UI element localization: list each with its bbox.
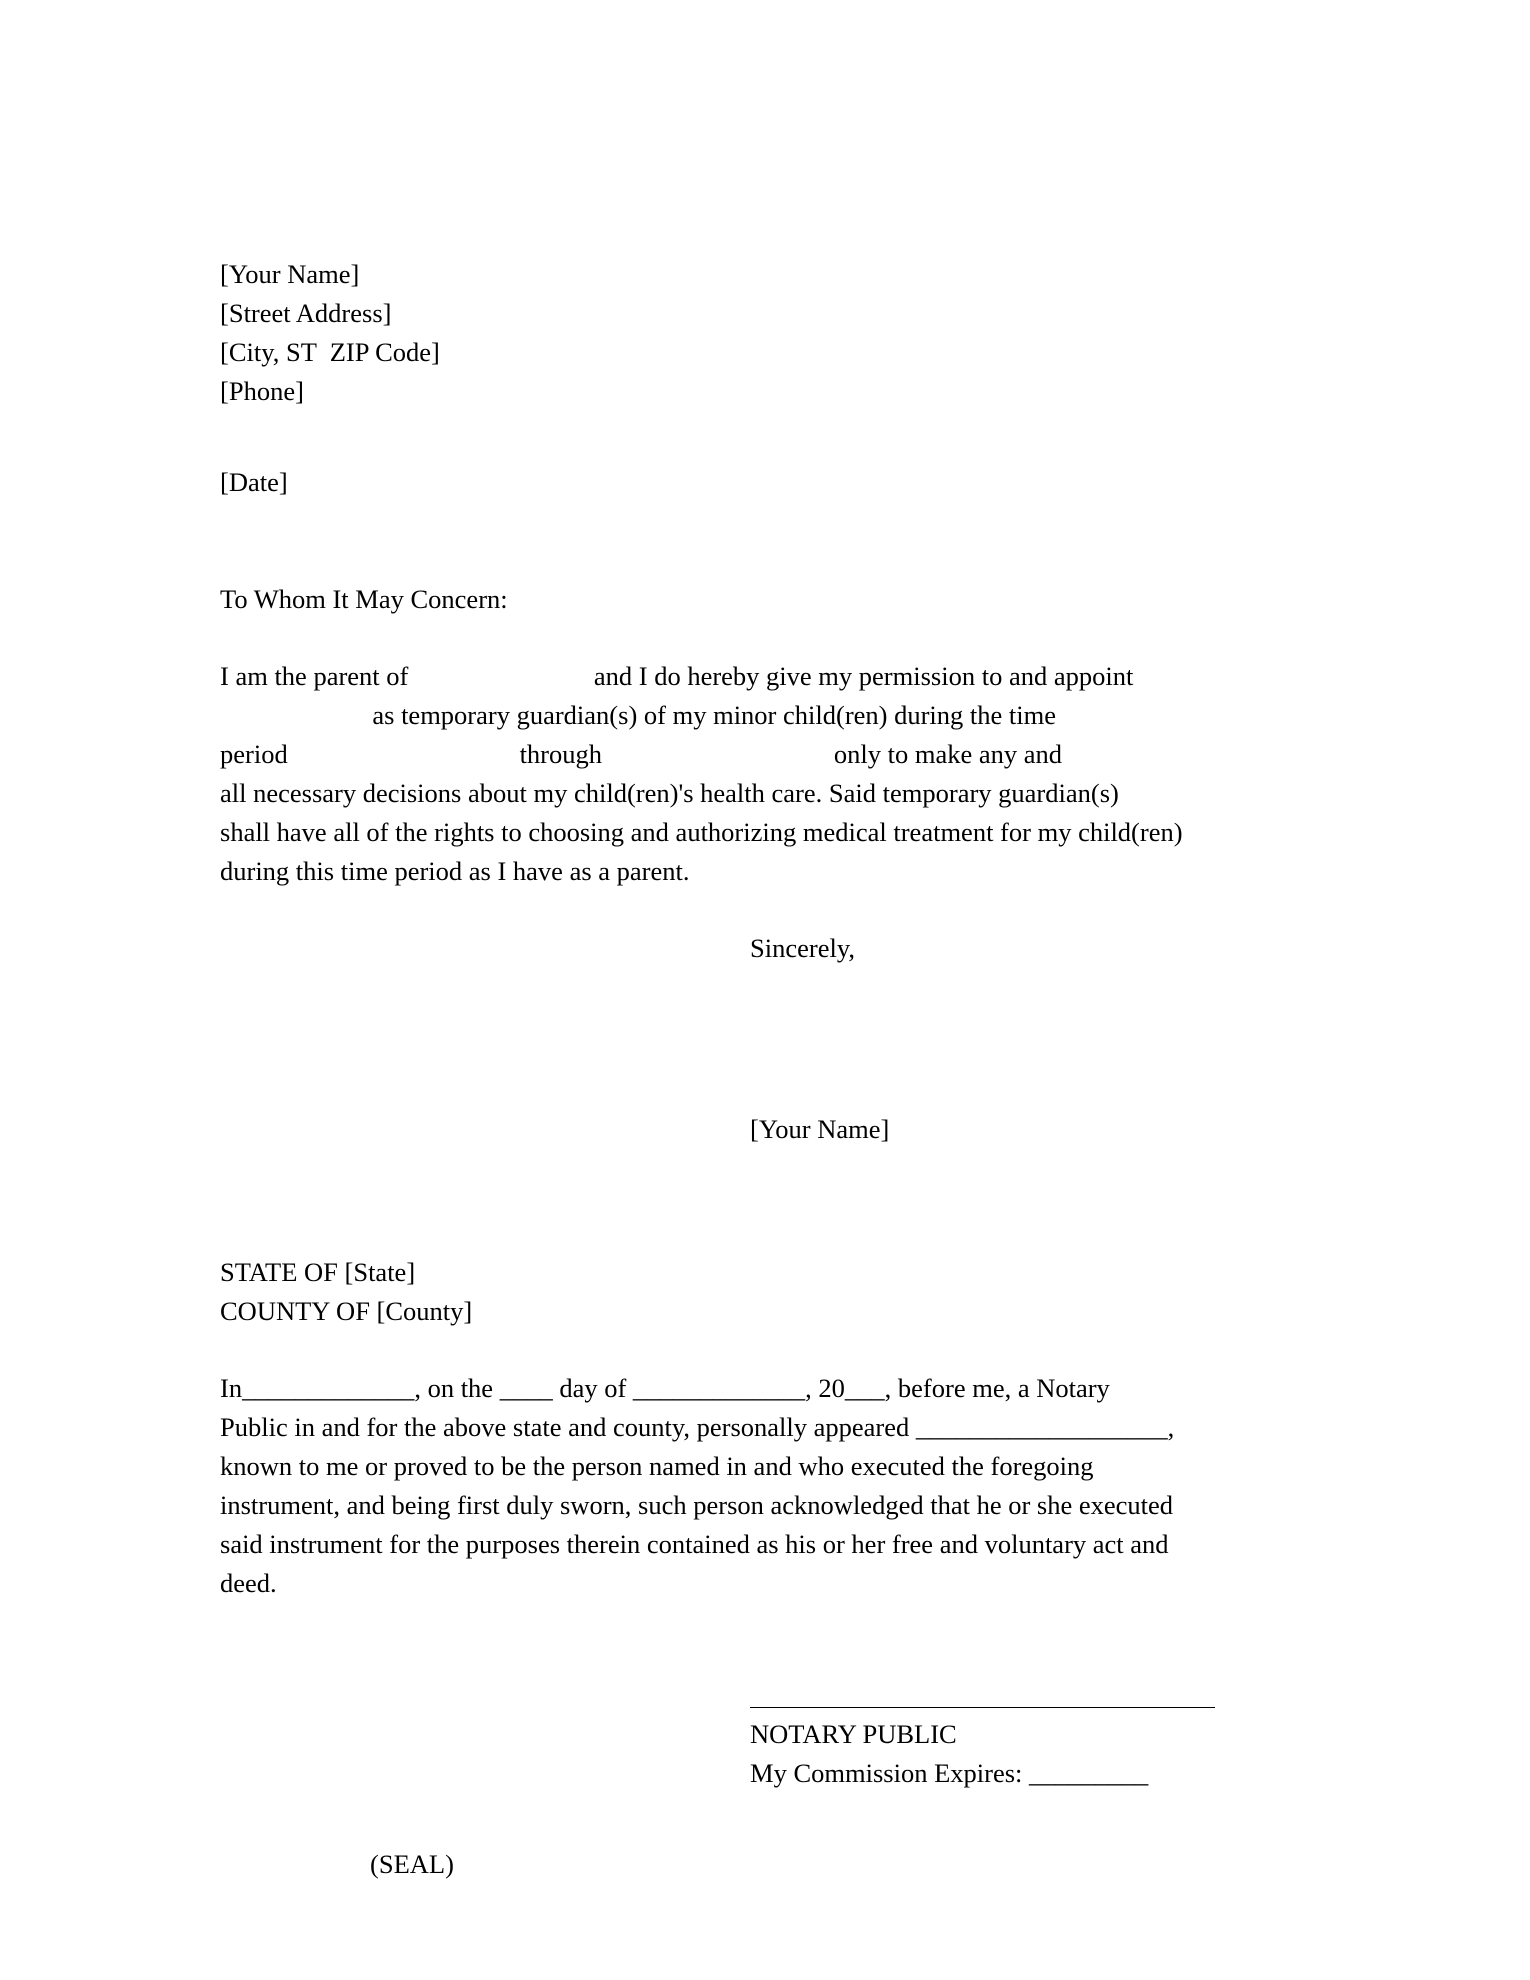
notary-county-line: COUNTY OF [County] (220, 1296, 473, 1326)
notary-signature-rule (750, 1707, 1215, 1708)
spacer-after-salutation (220, 619, 1330, 657)
notary-jurisdiction-block (220, 1253, 1330, 1331)
body-line-1: I am the parent of and I do hereby give my permission to and appoint (220, 661, 1134, 691)
signature-name: [Your Name] (750, 1114, 890, 1144)
spacer-after-jurisdiction (220, 1331, 1330, 1369)
spacer-before-notary-signature (220, 1603, 1330, 1707)
letterhead-line-city: [City, ST ZIP Code] (220, 337, 440, 367)
body-line-4: all necessary decisions about my child(ren)'s health care. Said temporary guardian(s) (220, 778, 1119, 808)
letterhead-line-name: [Your Name] (220, 259, 360, 289)
notary-commission-label: My Commission Expires: _________ (750, 1758, 1149, 1788)
spacer-before-closing (220, 891, 1330, 929)
body-line-3: period through only to make any and (220, 739, 1063, 769)
date-line: [Date] (220, 467, 288, 497)
body-line-2: as temporary guardian(s) of my minor child(ren) during the time (220, 700, 1057, 730)
notary-paragraph (220, 1369, 1330, 1603)
notary-line-4: instrument, and being first duly sworn, such person acknowledged that he or she executed (220, 1490, 1174, 1520)
letterhead-line-phone: [Phone] (220, 376, 304, 406)
spacer-after-letterhead (220, 411, 1330, 463)
notary-line-3: known to me or proved to be the person named in and who executed the foregoing (220, 1451, 1094, 1481)
spacer-before-seal (220, 1793, 1330, 1845)
seal-label: (SEAL) (370, 1849, 454, 1879)
document-content (220, 255, 1330, 1884)
letterhead-line-street: [Street Address] (220, 298, 392, 328)
body-line-5: shall have all of the rights to choosing and authorizing medical treatment for my child(ren) (220, 817, 1183, 847)
spacer-before-notary (220, 1149, 1330, 1253)
closing-line: Sincerely, (750, 933, 855, 963)
body-paragraph (220, 657, 1330, 891)
letterhead-block (220, 255, 1330, 411)
notary-line-2: Public in and for the above state and county, personally appeared ___________________, (220, 1412, 1175, 1442)
salutation: To Whom It May Concern: (220, 584, 508, 614)
spacer-after-date (220, 502, 1330, 580)
notary-state-line: STATE OF [State] (220, 1257, 416, 1287)
notary-line-6: deed. (220, 1568, 277, 1598)
notary-line-5: said instrument for the purposes therein contained as his or her free and voluntary act and (220, 1529, 1169, 1559)
body-line-6: during this time period as I have as a parent. (220, 856, 690, 886)
notary-signature-block (220, 1707, 1330, 1793)
notary-line-1: In_____________, on the ____ day of _____________, 20___, before me, a Notary (220, 1373, 1110, 1403)
signature-space (220, 968, 1330, 1072)
signature-space-2 (220, 1072, 1330, 1110)
notary-signature-label: NOTARY PUBLIC (750, 1719, 957, 1749)
